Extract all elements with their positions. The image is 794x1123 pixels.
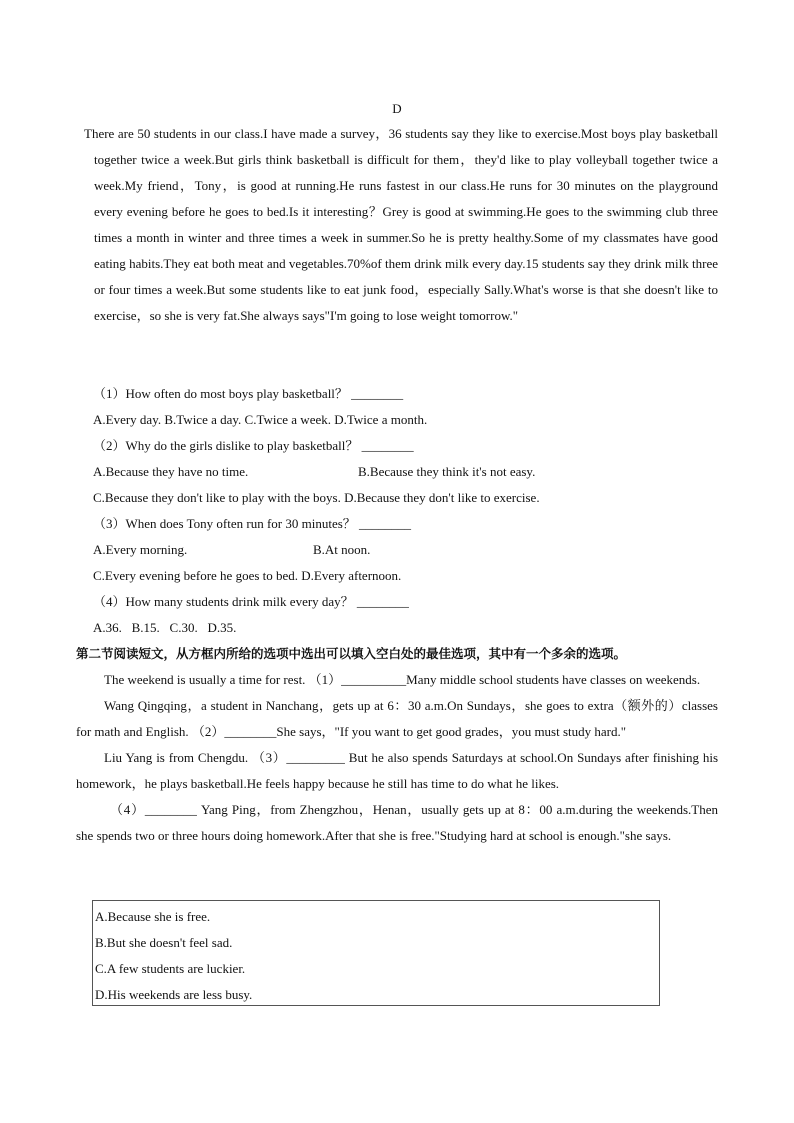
question-4-options: A.36. B.15. C.30. D.35.: [93, 620, 237, 635]
cloze-paragraph-3: Liu Yang is from Chengdu. （3）_________ But he also spends Saturdays at school.On Sundays after finishing his homework，he plays basketball.He feels happy because he still has time to do what he likes.: [76, 750, 718, 791]
passage-text: There are 50 students in our class.I have made a survey，36 students say they like to exercise.Most boys play basketball together twice a week.But girls think basketball is difficult for them，they'd like to play volleyball together twice a week.My friend，Tony，is good at running.He runs fastest in our class.He runs for 30 minutes on the playground every evening before he goes to bed.Is it interesting？Grey is good at swimming.He goes to the swimming club three times a month in winter and three times a week in summer.So he is pretty healthy.Some of my classmates have good eating habits.They eat both meat and vegetables.70%of them drink milk every day.15 students say they drink milk three or four times a week.But some students like to eat junk food，especially Sally.What's worse is that she doesn't like to exercise，so she is very fat.She always says"I'm going to lose weight tomorrow.": [84, 126, 718, 323]
question-3-options-ab: [93, 537, 713, 563]
question-3-stem: （3）When does Tony often run for 30 minutes？ ________: [93, 516, 412, 531]
cloze-passage: [76, 667, 718, 849]
reading-passage-d: [84, 121, 718, 329]
cloze-paragraph-4: （4）________ Yang Ping，from Zhengzhou，Henan，usually gets up at 8：00 a.m.during the weekends.Then she spends two or three hours doing homework.After that she is free."Studying hard at school is enough."she says.: [76, 802, 718, 843]
section-letter: D: [392, 101, 402, 116]
question-2-option-b: B.Because they think it's not easy.: [358, 464, 536, 479]
box-option-a: A.Because she is free.: [95, 909, 211, 924]
options-box: [92, 900, 660, 1006]
question-2-option-a: A.Because they have no time.: [93, 464, 249, 479]
question-2-stem: （2）Why do the girls dislike to play basketball？ ________: [93, 438, 414, 453]
question-1-stem: （1）How often do most boys play basketball？ ________: [93, 386, 404, 401]
question-3-option-b: B.At noon.: [313, 542, 371, 557]
section-2-heading: 第二节阅读短文，从方框内所给的选项中选出可以填入空白处的最佳选项，其中有一个多余的选项。: [76, 646, 627, 661]
question-4-stem: （4）How many students drink milk every day？ ________: [93, 594, 409, 609]
question-3-option-a: A.Every morning.: [93, 542, 188, 557]
question-2-options-ab: [93, 459, 713, 485]
box-option-c: C.A few students are luckier.: [95, 961, 246, 976]
question-2-options-cd: C.Because they don't like to play with the boys. D.Because they don't like to exercise.: [93, 490, 540, 505]
question-1-options: A.Every day. B.Twice a day. C.Twice a week. D.Twice a month.: [93, 412, 428, 427]
cloze-paragraph-1: The weekend is usually a time for rest. （1）__________Many middle school students have classes on weekends.: [104, 672, 701, 687]
question-3-options-cd: C.Every evening before he goes to bed. D.Every afternoon.: [93, 568, 402, 583]
cloze-paragraph-2: Wang Qingqing，a student in Nanchang，gets up at 6：30 a.m.On Sundays，she goes to extra（额外的）classes for math and English. （2）________She says，"If you want to get good grades，you must study hard.": [76, 698, 718, 739]
question-list: [93, 381, 713, 641]
box-option-d: D.His weekends are less busy.: [95, 987, 253, 1002]
box-option-b: B.But she doesn't feel sad.: [95, 935, 233, 950]
